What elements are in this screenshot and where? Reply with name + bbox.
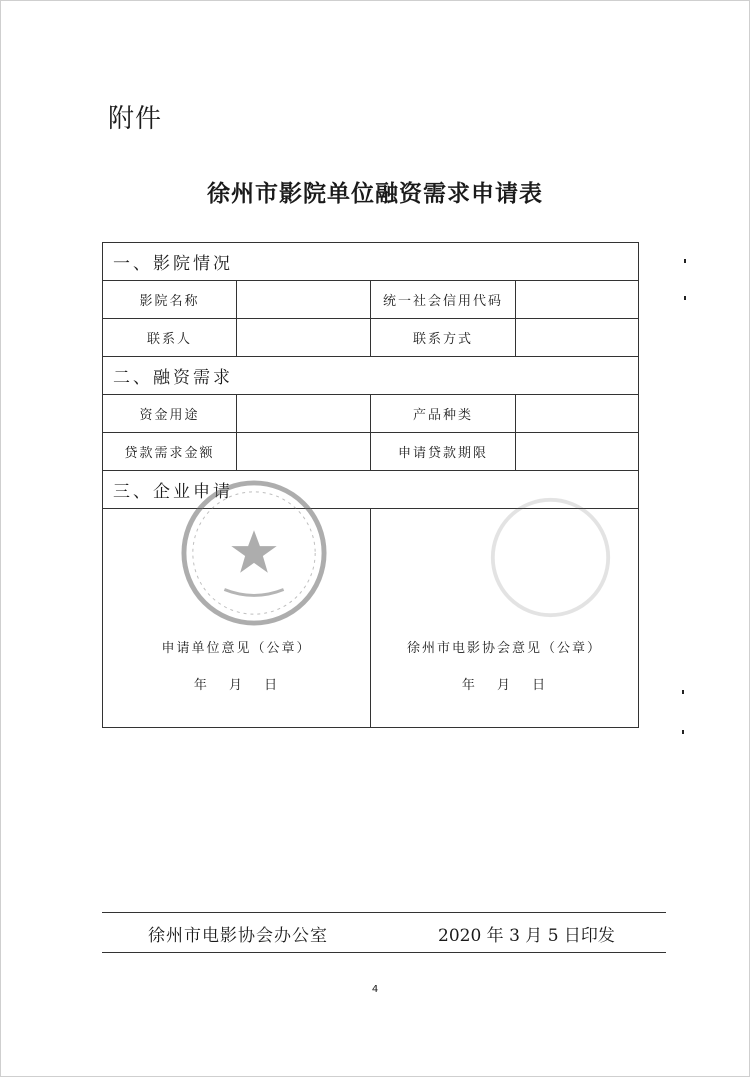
table-row [103,281,639,319]
association-opinion-cell[interactable] [371,509,639,728]
page-number: 4 [371,984,379,995]
footer-bottom-rule [102,952,666,953]
field-value-product-type[interactable] [516,395,639,433]
form-title: 徐州市影院单位融资需求申请表 [207,180,543,207]
association-opinion-label: 徐州市电影协会意见（公章） [406,641,602,656]
field-label-fund-usage: 资金用途 [103,395,237,433]
table-row [103,395,639,433]
association-date-label: 年 月 日 [461,678,548,693]
footer-top-rule [102,912,666,913]
table-row [103,433,639,471]
scan-mark [682,730,684,734]
field-value-fund-usage[interactable] [237,395,371,433]
scan-mark [682,690,684,694]
applicant-date-label: 年 月 日 [193,678,280,693]
field-label-contact-person: 联系人 [103,319,237,357]
footer-date: 2020 年 3 月 5 日印发 [438,926,615,946]
field-label-cinema-name: 影院名称 [103,281,237,319]
applicant-opinion-label: 申请单位意见（公章） [161,641,312,656]
field-label-contact-method: 联系方式 [371,319,516,357]
section-heading: 三、企业申请 [103,471,639,509]
field-value-contact-method[interactable] [516,319,639,357]
applicant-opinion-cell[interactable] [103,509,371,728]
section-heading: 二、融资需求 [103,357,639,395]
field-label-loan-amount: 贷款需求金额 [103,433,237,471]
field-value-credit-code[interactable] [516,281,639,319]
scan-mark [684,259,686,263]
field-label-credit-code: 统一社会信用代码 [371,281,516,319]
field-value-loan-amount[interactable] [237,433,371,471]
attachment-label: 附件 [108,104,163,134]
scan-mark [684,296,686,300]
field-label-loan-term: 申请贷款期限 [371,433,516,471]
faint-seal-stamp [488,495,613,620]
table-row [103,319,639,357]
field-value-loan-term[interactable] [516,433,639,471]
section-financing-needs [103,357,639,395]
field-label-product-type: 产品种类 [371,395,516,433]
table-row [103,509,639,728]
application-form-table [102,242,639,728]
field-value-contact-person[interactable] [237,319,371,357]
section-cinema-info [103,243,639,281]
footer-issuer: 徐州市电影协会办公室 [148,926,328,946]
field-value-cinema-name[interactable] [237,281,371,319]
official-seal-stamp [180,479,328,627]
section-heading: 一、影院情况 [103,243,639,281]
